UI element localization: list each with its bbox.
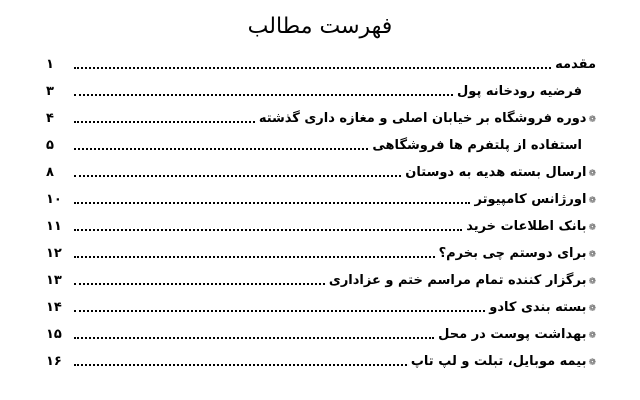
dot-leader xyxy=(74,121,255,123)
toc-entry-title xyxy=(255,111,596,129)
toc-entry-label: بهداشت پوست در محل xyxy=(438,327,587,342)
toc-page-number: ۱۲ xyxy=(46,246,62,261)
toc-entry-label: برای دوستم چی بخرم؟ xyxy=(438,246,587,261)
toc-entry-title xyxy=(434,327,596,345)
dot-leader xyxy=(74,148,368,150)
toc-entry[interactable] xyxy=(46,345,596,372)
toc-entry-title xyxy=(462,219,596,237)
toc-entry[interactable] xyxy=(46,183,596,210)
flower-bullet-icon: ❁ xyxy=(588,358,596,368)
toc-entry-label: اورژانس کامپیوتر xyxy=(474,192,587,207)
dot-leader xyxy=(74,94,453,96)
toc-entry-title xyxy=(407,354,596,372)
toc-page-number: ۱۰ xyxy=(46,192,62,207)
toc-entry-title xyxy=(453,84,596,102)
toc-page-number: ۱ xyxy=(46,57,54,72)
toc-entry-title xyxy=(470,192,596,210)
toc-entry-label: استفاده از پلتفرم ها فروشگاهی xyxy=(372,138,582,153)
toc-entry[interactable] xyxy=(46,75,596,102)
toc-entry-label: بسته بندی کادو xyxy=(489,300,587,315)
dot-leader xyxy=(74,310,485,312)
toc-entry-label: بیمه موبایل، تبلت و لپ تاپ xyxy=(410,354,587,369)
toc-entry[interactable] xyxy=(46,318,596,345)
toc-entry-title xyxy=(368,138,596,156)
toc-page-number: ۱۴ xyxy=(46,300,62,315)
toc-page-number: ۱۳ xyxy=(46,273,62,288)
flower-bullet-icon: ❁ xyxy=(588,196,596,206)
toc-entry[interactable] xyxy=(46,237,596,264)
toc-page-number: ۸ xyxy=(46,165,54,180)
toc-page-number: ۱۶ xyxy=(46,354,62,369)
toc-entry-title xyxy=(485,300,596,318)
toc-page-number: ۳ xyxy=(46,84,54,99)
toc-entry[interactable] xyxy=(46,48,596,75)
toc-entry[interactable] xyxy=(46,129,596,156)
toc-entry-title xyxy=(435,246,596,264)
flower-bullet-icon: ❁ xyxy=(588,115,596,125)
flower-bullet-icon: ❁ xyxy=(588,169,596,179)
toc-entry-label: فرضیه رودخانه پول xyxy=(457,84,582,99)
dot-leader xyxy=(74,364,407,366)
dot-leader xyxy=(74,67,551,69)
toc-entry-label: مقدمه xyxy=(555,57,596,72)
dot-leader xyxy=(74,337,434,339)
dot-leader xyxy=(74,229,462,231)
toc-entry-title xyxy=(325,273,596,291)
toc-page-number: ۱۱ xyxy=(46,219,62,234)
toc-entry-label: دوره فروشگاه بر خیابان اصلی و مغازه داری گذشته xyxy=(258,111,587,126)
flower-bullet-icon: ❁ xyxy=(588,331,596,341)
toc-entry[interactable] xyxy=(46,210,596,237)
toc-entry-label: برگزار کننده تمام مراسم ختم و عزاداری xyxy=(328,273,587,288)
toc-entry-label: بانک اطلاعات خرید xyxy=(466,219,587,234)
flower-bullet-icon: ❁ xyxy=(588,277,596,287)
toc-page-number: ۵ xyxy=(46,138,54,153)
page-title: فهرست مطالب xyxy=(247,14,393,39)
toc-entry-label: ارسال بسته هدیه به دوستان xyxy=(405,165,587,180)
flower-bullet-icon: ❁ xyxy=(588,223,596,233)
toc-entry[interactable] xyxy=(46,156,596,183)
toc-entry-title xyxy=(551,57,596,75)
dot-leader xyxy=(74,283,325,285)
flower-bullet-icon: ❁ xyxy=(588,250,596,260)
toc-entry-title xyxy=(401,165,596,183)
table-of-contents xyxy=(46,48,596,372)
dot-leader xyxy=(74,202,470,204)
toc-page-number: ۱۵ xyxy=(46,327,62,342)
toc-entry[interactable] xyxy=(46,291,596,318)
flower-bullet-icon: ❁ xyxy=(588,304,596,314)
dot-leader xyxy=(74,175,401,177)
toc-entry[interactable] xyxy=(46,102,596,129)
dot-leader xyxy=(74,256,435,258)
toc-entry[interactable] xyxy=(46,264,596,291)
toc-page-number: ۴ xyxy=(46,111,54,126)
